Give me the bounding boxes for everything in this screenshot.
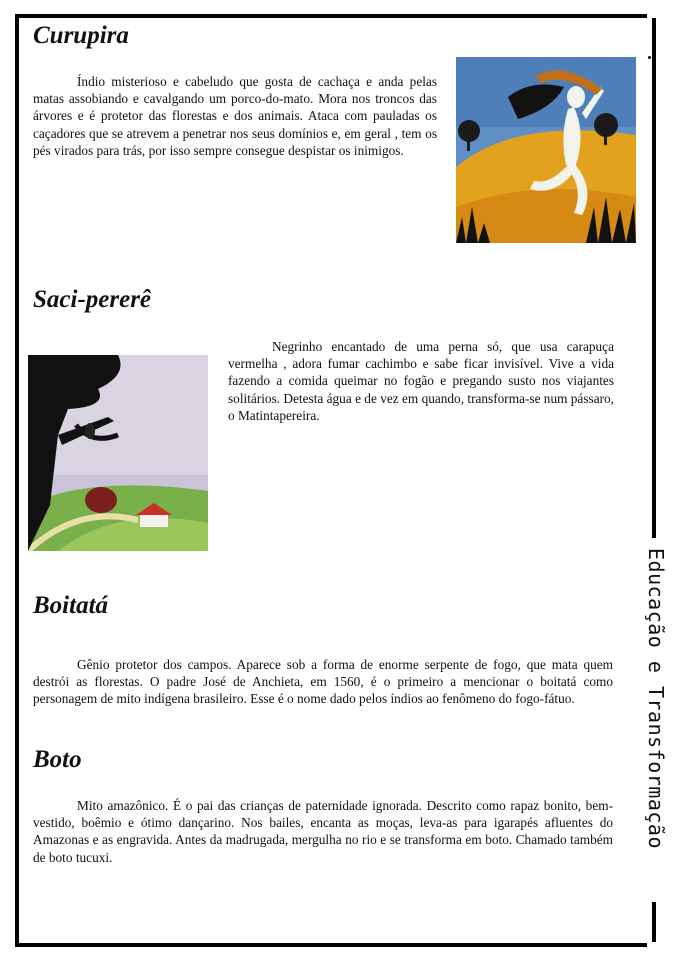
right-border-top (652, 18, 656, 538)
section-title-saci: Saci-pererê (33, 286, 152, 313)
right-border-bottom (652, 902, 656, 942)
section-text-boitata: Gênio protetor dos campos. Aparece sob a forma de enorme serpente de fogo, que mata quem destrói as florestas. O padre José de Anchieta, em 1560, é o primeiro a mencionar o boitatá como personagem de mito indígena brasileiro. Esse é o nome dado pelos índios ao fenômeno do fogo-fátuo. (33, 657, 613, 707)
section-title-boto: Boto (33, 746, 82, 773)
saci-illustration (28, 355, 208, 551)
section-text-boto: Mito amazônico. É o pai das crianças de paternidade ignorada. Descrito como rapaz bonito, bem-vestido, boêmio e ótimo dançarino. Nos bailes, encanta as moças, leva-as para igarapés afluentes do Amazonas e as engravida. Antes da madrugada, mergulha no rio e se transforma em boto. Chamado também de boto tucuxi. (33, 798, 613, 865)
section-title-boitata: Boitatá (33, 592, 109, 619)
section-title-curupira: Curupira (33, 22, 129, 49)
margin-dot (648, 56, 651, 59)
curupira-illustration (456, 57, 636, 243)
side-label-text: Educação e Transformação (644, 548, 668, 849)
section-text-saci: Negrinho encantado de uma perna só, que usa carapuça vermelha , adora fumar cachimbo e sabe ficar invisível. Vive a vida fazendo a comida queimar no fogão e pregando susto nos viajantes solitários. Detesta água e de vez em quando, transforma-se num pássaro, o Matintapereira. (228, 339, 614, 423)
section-text-curupira: Índio misterioso e cabeludo que gosta de cachaça e anda pelas matas assobiando e cavalgando um porco-do-mato. Mora nos troncos das árvores e é protetor das florestas e dos animais. Ataca com pauladas os caçadores que se atrevem a penetrar nos seus domínios e, em geral , tem os pés virados para trás, por isso sempre consegue despistar os inimigos. (33, 74, 437, 158)
